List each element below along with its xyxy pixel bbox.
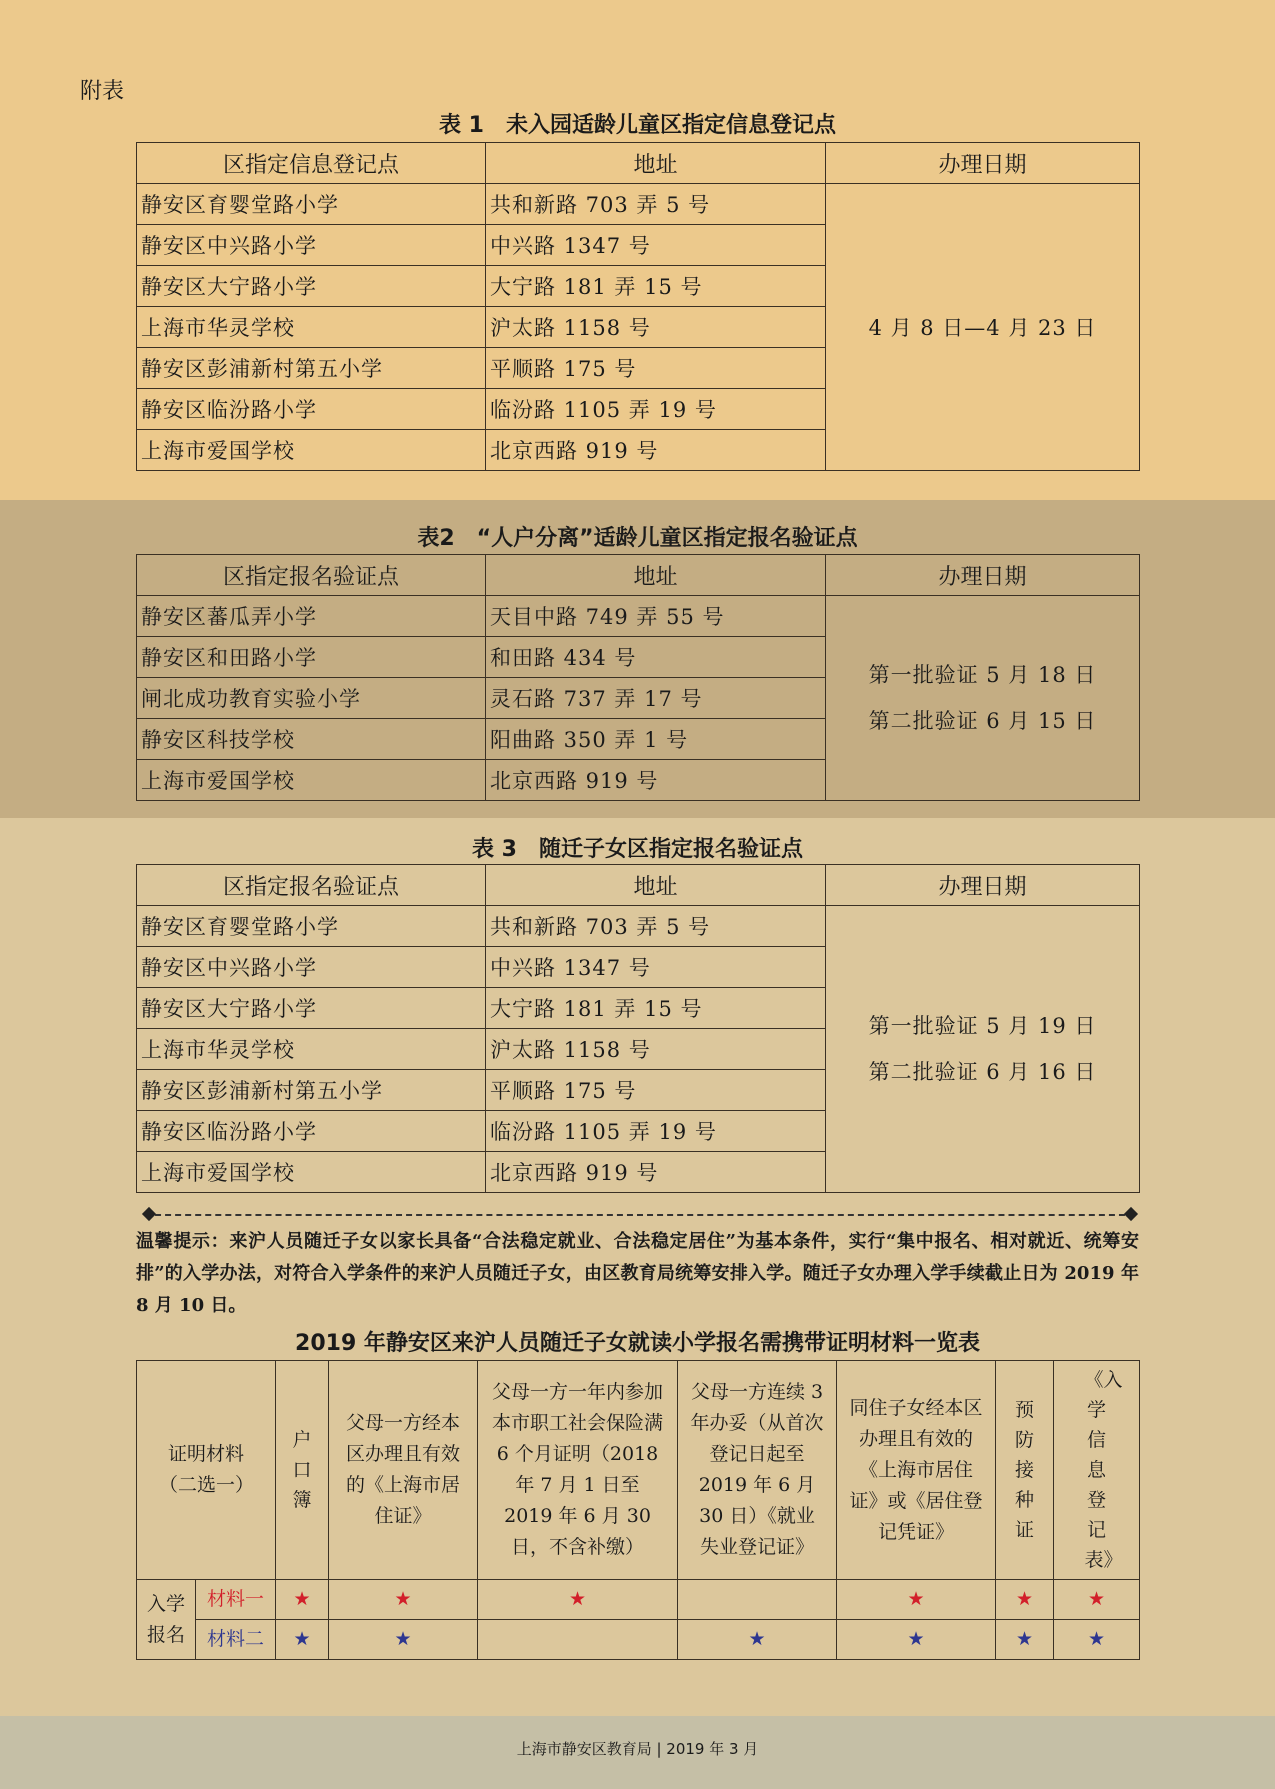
table1-date: 4 月 8 日—4 月 23 日	[826, 184, 1140, 471]
materials-row1-label: 材料一	[196, 1580, 276, 1620]
table2-title: 表2 “人户分离”适龄儿童区指定报名验证点	[417, 526, 858, 551]
school-address: 北京西路 919 号	[486, 760, 826, 801]
school-address: 大宁路 181 弄 15 号	[486, 266, 826, 307]
star-icon: ★	[276, 1580, 329, 1620]
school-address: 北京西路 919 号	[486, 430, 826, 471]
school-name: 静安区临汾路小学	[137, 1111, 486, 1152]
school-name: 静安区育婴堂路小学	[137, 184, 486, 225]
footer-text: 上海市静安区教育局 | 2019 年 3 月	[516, 1740, 759, 1758]
table1-header-address: 地址	[486, 143, 826, 184]
school-address: 大宁路 181 弄 15 号	[486, 988, 826, 1029]
school-address: 平顺路 175 号	[486, 1070, 826, 1111]
materials-row-1	[137, 1580, 1140, 1620]
school-address: 共和新路 703 弄 5 号	[486, 906, 826, 947]
school-address: 中兴路 1347 号	[486, 947, 826, 988]
school-name: 静安区中兴路小学	[137, 225, 486, 266]
table3-title: 表 3 随迁子女区指定报名验证点	[472, 837, 803, 862]
materials-corner: 证明材料（二选一）	[137, 1361, 276, 1580]
school-address: 和田路 434 号	[486, 637, 826, 678]
school-name: 静安区大宁路小学	[137, 988, 486, 1029]
table2-date-line2: 第二批验证 6 月 15 日	[868, 709, 1097, 733]
school-name: 上海市爱国学校	[137, 760, 486, 801]
table3-date-line2: 第二批验证 6 月 16 日	[868, 1060, 1097, 1084]
star-icon: ★	[276, 1620, 329, 1660]
school-name: 静安区彭浦新村第五小学	[137, 348, 486, 389]
school-name: 静安区科技学校	[137, 719, 486, 760]
school-name: 上海市华灵学校	[137, 307, 486, 348]
empty-cell	[678, 1580, 837, 1620]
materials-header-hukou: 户口簿	[276, 1361, 329, 1580]
table1-title: 表 1 未入园适龄儿童区指定信息登记点	[439, 113, 836, 138]
appendix-label: 附表	[80, 79, 125, 104]
materials-header-parent-residence-permit: 父母一方经本区办理且有效的《上海市居住证》	[329, 1361, 478, 1580]
dashed-divider	[145, 1214, 1135, 1216]
star-icon: ★	[329, 1620, 478, 1660]
materials-row2-label: 材料二	[196, 1620, 276, 1660]
empty-cell	[478, 1620, 678, 1660]
school-address: 沪太路 1158 号	[486, 307, 826, 348]
school-address: 阳曲路 350 弄 1 号	[486, 719, 826, 760]
table1	[136, 142, 1140, 471]
materials-row-group: 入学报名	[137, 1580, 196, 1660]
school-address: 中兴路 1347 号	[486, 225, 826, 266]
star-icon: ★	[329, 1580, 478, 1620]
school-name: 静安区和田路小学	[137, 637, 486, 678]
warm-tip: 温馨提示：来沪人员随迁子女以家长具备“合法稳定就业、合法稳定居住”为基本条件，实行“集中报名、相对就近、统筹安排”的入学办法，对符合入学条件的来沪人员随迁子女，由区教育局统筹安排入学。随迁子女办理入学手续截止日为 2019 年 8 月 10 日。	[136, 1231, 1139, 1316]
star-icon: ★	[1054, 1620, 1140, 1660]
school-name: 静安区育婴堂路小学	[137, 906, 486, 947]
materials-header-vaccination: 预防接种证	[996, 1361, 1054, 1580]
school-address: 北京西路 919 号	[486, 1152, 826, 1193]
school-name: 静安区彭浦新村第五小学	[137, 1070, 486, 1111]
table1-header-name: 区指定信息登记点	[137, 143, 486, 184]
materials-header-employment-registration: 父母一方连续 3 年办妥（从首次登记日起至 2019 年 6 月 30 日）《就业失业登记证》	[678, 1361, 837, 1580]
table3-header-date: 办理日期	[826, 865, 1140, 906]
star-icon: ★	[478, 1580, 678, 1620]
materials-header-social-insurance: 父母一方一年内参加本市职工社会保险满 6 个月证明（2018 年 7 月 1 日至 2019 年 6 月 30 日，不含补缴）	[478, 1361, 678, 1580]
materials-row-2	[137, 1620, 1140, 1660]
materials-title: 2019 年静安区来沪人员随迁子女就读小学报名需携带证明材料一览表	[295, 1331, 980, 1356]
school-name: 上海市华灵学校	[137, 1029, 486, 1070]
table2-header-address: 地址	[486, 555, 826, 596]
table3	[136, 864, 1140, 1193]
materials-table	[136, 1360, 1140, 1660]
star-icon: ★	[996, 1620, 1054, 1660]
table3-date	[826, 906, 1140, 1193]
materials-header-child-residence-permit: 同住子女经本区办理且有效的《上海市居住证》或《居住登记凭证》	[837, 1361, 996, 1580]
table2-header-date: 办理日期	[826, 555, 1140, 596]
school-name: 上海市爱国学校	[137, 430, 486, 471]
school-address: 沪太路 1158 号	[486, 1029, 826, 1070]
star-icon: ★	[1054, 1580, 1140, 1620]
table1-header-date: 办理日期	[826, 143, 1140, 184]
school-name: 上海市爱国学校	[137, 1152, 486, 1193]
school-address: 灵石路 737 弄 17 号	[486, 678, 826, 719]
table-row	[137, 184, 1140, 225]
school-address: 共和新路 703 弄 5 号	[486, 184, 826, 225]
materials-header-enrollment-form: 《入学信息登记表》	[1054, 1361, 1140, 1580]
table2-date	[826, 596, 1140, 801]
table3-date-line1: 第一批验证 5 月 19 日	[868, 1014, 1097, 1038]
table3-header-address: 地址	[486, 865, 826, 906]
school-name: 闸北成功教育实验小学	[137, 678, 486, 719]
table-row	[137, 906, 1140, 947]
table2-header-name: 区指定报名验证点	[137, 555, 486, 596]
school-address: 临汾路 1105 弄 19 号	[486, 1111, 826, 1152]
table-row	[137, 596, 1140, 637]
school-address: 天目中路 749 弄 55 号	[486, 596, 826, 637]
school-name: 静安区大宁路小学	[137, 266, 486, 307]
star-icon: ★	[837, 1580, 996, 1620]
table2	[136, 554, 1140, 801]
school-address: 临汾路 1105 弄 19 号	[486, 389, 826, 430]
school-name: 静安区蕃瓜弄小学	[137, 596, 486, 637]
school-address: 平顺路 175 号	[486, 348, 826, 389]
school-name: 静安区临汾路小学	[137, 389, 486, 430]
star-icon: ★	[996, 1580, 1054, 1620]
star-icon: ★	[678, 1620, 837, 1660]
school-name: 静安区中兴路小学	[137, 947, 486, 988]
star-icon: ★	[837, 1620, 996, 1660]
table2-date-line1: 第一批验证 5 月 18 日	[868, 663, 1097, 687]
table3-header-name: 区指定报名验证点	[137, 865, 486, 906]
